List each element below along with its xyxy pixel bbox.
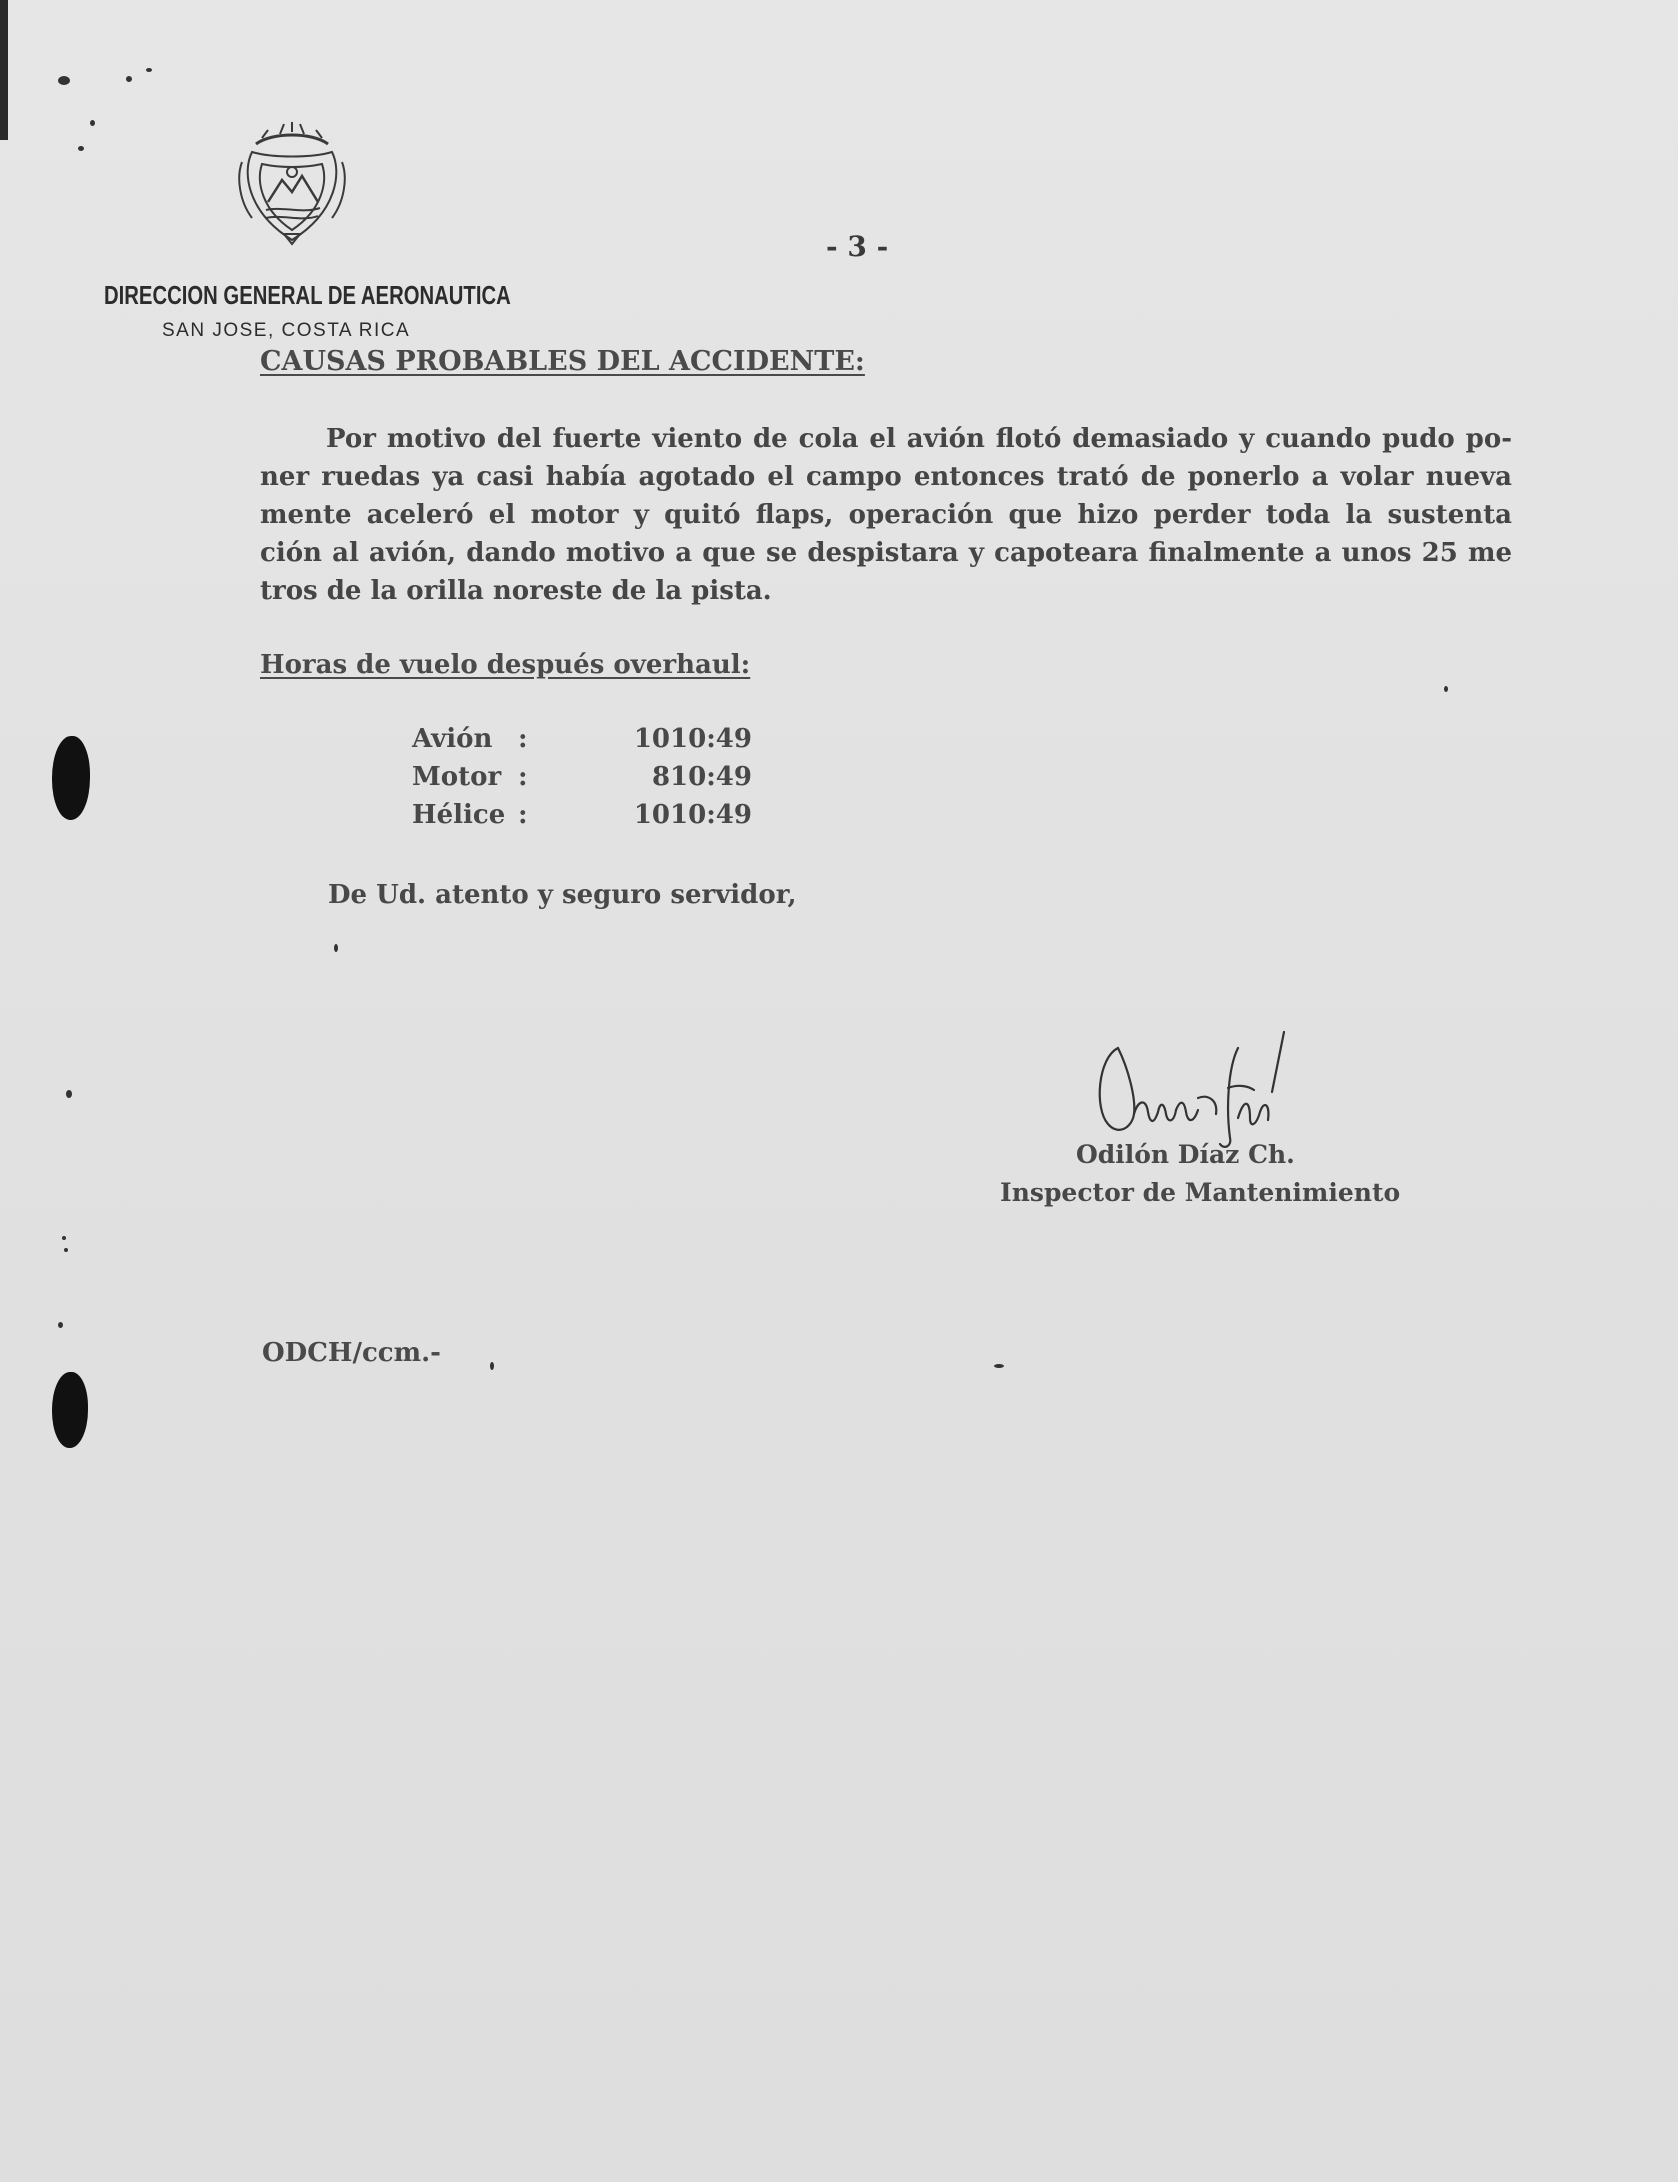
reference-initials: ODCH/ccm.- (262, 1338, 441, 1368)
hours-value: 1010:49 (633, 724, 752, 754)
handwritten-signature (1088, 1028, 1318, 1158)
scan-speck (90, 120, 95, 126)
signer-title: Inspector de Mantenimiento (1000, 1178, 1401, 1207)
hours-row (412, 724, 752, 762)
organization-name: DIRECCION GENERAL DE AERONAUTICA (104, 280, 511, 310)
coat-of-arms-seal (232, 122, 352, 246)
page-number: - 3 - (826, 230, 889, 263)
scan-speck (146, 68, 152, 72)
hours-colon: : (518, 800, 528, 830)
hours-label: Hélice (412, 800, 506, 830)
hours-row (412, 800, 752, 838)
hours-value: 810:49 (651, 762, 752, 792)
scan-speck (66, 1090, 72, 1098)
hours-table (412, 724, 752, 838)
punch-hole (52, 736, 90, 820)
scan-speck (62, 1236, 66, 1240)
paragraph-line: mente aceleró el motor y quitó flaps, operación que hizo perder toda la sustenta (260, 500, 1512, 530)
punch-hole (52, 1372, 88, 1448)
hours-label: Avión (412, 724, 493, 754)
hours-label: Motor (412, 762, 502, 792)
scan-speck (994, 1364, 1004, 1368)
scan-speck (64, 1248, 68, 1252)
hours-heading: Horas de vuelo después overhaul: (260, 650, 751, 680)
body-paragraph (260, 420, 1512, 610)
hours-row (412, 762, 752, 800)
paragraph-line: Por motivo del fuerte viento de cola el avión flotó demasiado y cuando pudo po- (326, 424, 1512, 454)
paragraph-line: ción al avión, dando motivo a que se despistara y capoteara finalmente a unos 25 me (260, 538, 1512, 568)
paragraph-line: ner ruedas ya casi había agotado el campo entonces trató de ponerlo a volar nueva (260, 462, 1512, 492)
scan-speck (58, 76, 70, 85)
scan-edge-shadow (0, 0, 8, 140)
scan-speck (490, 1362, 494, 1370)
hours-colon: : (518, 762, 528, 792)
closing-line: De Ud. atento y seguro servidor, (328, 880, 797, 910)
scan-speck (126, 76, 132, 82)
signer-name: Odilón Díaz Ch. (1076, 1140, 1295, 1169)
scan-speck (58, 1322, 63, 1328)
scan-speck (78, 146, 84, 151)
organization-city: SAN JOSE, COSTA RICA (162, 320, 411, 341)
section-heading: CAUSAS PROBABLES DEL ACCIDENTE: (260, 346, 865, 377)
scan-speck (334, 944, 338, 952)
paragraph-line: tros de la orilla noreste de la pista. (260, 576, 772, 606)
hours-value: 1010:49 (633, 800, 752, 830)
hours-colon: : (518, 724, 528, 754)
scan-speck (1444, 686, 1448, 692)
